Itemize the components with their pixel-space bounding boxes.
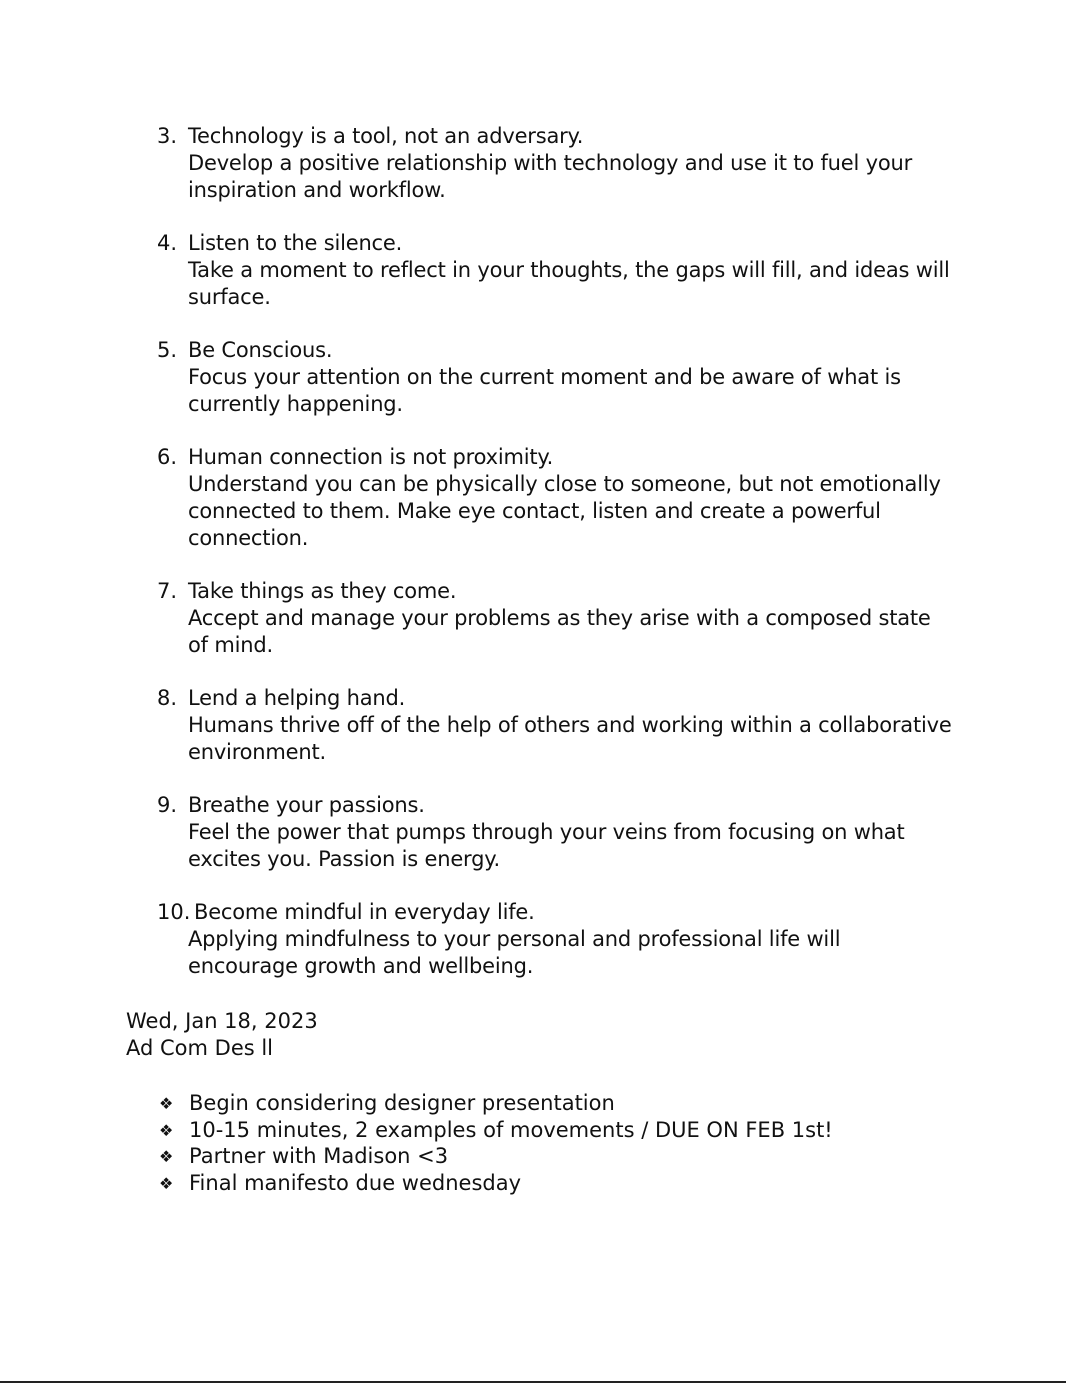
- note-course: Ad Com Des ll: [126, 1036, 274, 1060]
- item-title: Lend a helping hand.: [188, 686, 406, 710]
- item-body: Take a moment to reflect in your thoughts, the gaps will fill, and ideas will surface.: [188, 258, 950, 309]
- item-number: 8.: [157, 686, 178, 710]
- list-item: [155, 792, 955, 873]
- item-number: 9.: [157, 793, 178, 817]
- item-body: Focus your attention on the current moment and be aware of what is currently happening.: [188, 365, 901, 416]
- item-title: Become mindful in everyday life.: [194, 900, 535, 924]
- item-body: Understand you can be physically close to someone, but not emotionally connected to them. Make eye contact, listen and create a powerful connection.: [188, 472, 941, 550]
- item-body: Accept and manage your problems as they arise with a composed state of mind.: [188, 606, 931, 657]
- list-item: [158, 1117, 958, 1144]
- bullet-text: Partner with Madison <3: [189, 1144, 449, 1168]
- list-item: [155, 899, 955, 980]
- bullet-text: 10-15 minutes, 2 examples of movements / DUE ON FEB 1st!: [189, 1117, 833, 1142]
- item-number: 3.: [157, 124, 178, 148]
- note-date: Wed, Jan 18, 2023: [126, 1009, 318, 1033]
- diamond-bullet-icon: ❖: [159, 1120, 174, 1140]
- bullet-text: Final manifesto due wednesday: [189, 1170, 522, 1195]
- page-bottom-divider: [0, 1381, 1066, 1383]
- list-item: [158, 1090, 958, 1117]
- item-number: 6.: [157, 445, 178, 469]
- list-item: [155, 123, 955, 204]
- item-number: 10.: [157, 900, 191, 924]
- item-title: Human connection is not proximity.: [188, 445, 554, 469]
- item-number: 5.: [157, 338, 178, 362]
- list-item: [155, 578, 955, 659]
- item-body: Applying mindfulness to your personal and professional life will encourage growth and wellbeing.: [188, 927, 841, 978]
- list-item: [158, 1170, 958, 1197]
- item-number: 4.: [157, 231, 178, 255]
- todo-bullet-list: [158, 1090, 958, 1196]
- class-note-header: [126, 1008, 926, 1062]
- item-body: Feel the power that pumps through your veins from focusing on what excites you. Passion is energy.: [188, 820, 905, 871]
- diamond-bullet-icon: ❖: [159, 1173, 174, 1193]
- item-body: Humans thrive off of the help of others and working within a collaborative environment.: [188, 713, 952, 764]
- item-title: Technology is a tool, not an adversary.: [188, 124, 584, 148]
- manifesto-list: [155, 123, 955, 1006]
- item-title: Be Conscious.: [188, 338, 333, 362]
- diamond-bullet-icon: ❖: [159, 1147, 174, 1166]
- list-item: [155, 230, 955, 311]
- item-title: Breathe your passions.: [188, 793, 425, 817]
- list-item: [155, 685, 955, 766]
- item-body: Develop a positive relationship with technology and use it to fuel your inspiration and workflow.: [188, 151, 913, 202]
- item-number: 7.: [157, 579, 178, 603]
- list-item: [158, 1143, 958, 1170]
- list-item: [155, 444, 955, 552]
- item-title: Take things as they come.: [188, 579, 457, 603]
- diamond-bullet-icon: ❖: [159, 1094, 174, 1113]
- list-item: [155, 337, 955, 418]
- bullet-text: Begin considering designer presentation: [189, 1091, 615, 1115]
- item-title: Listen to the silence.: [188, 231, 403, 255]
